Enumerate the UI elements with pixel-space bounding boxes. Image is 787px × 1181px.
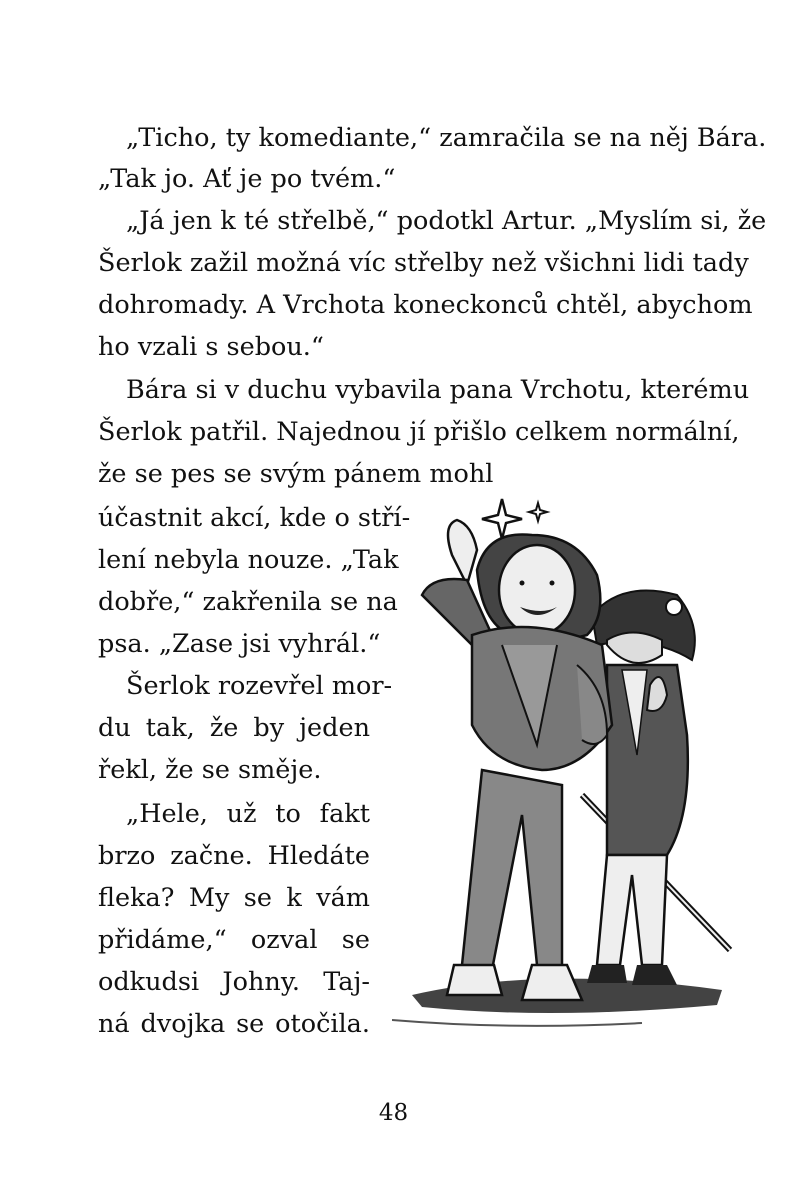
text-line: odkudsi Johny. Taj- <box>98 967 370 997</box>
girl-waving <box>422 520 612 1000</box>
text-line: dohromady. A Vrchota koneckonců chtěl, abychom <box>98 290 753 320</box>
text-line: „Ticho, ty komediante,“ zamračila se na něj Bára. <box>126 123 767 153</box>
text-line: Šerlok rozevřel mor- <box>126 671 393 701</box>
text-line: Šerlok patřil. Najednou jí přišlo celkem normální, <box>98 417 740 447</box>
text-line: „Tak jo. Ať je po tvém.“ <box>98 164 396 194</box>
text-line: Bára si v duchu vybavila pana Vrchotu, kterému <box>126 375 750 405</box>
text-line: fleka? My se k vám <box>98 883 370 913</box>
sparkle-icon <box>482 499 522 539</box>
text-line: Šerlok zažil možná víc střelby než všichni lidi tady <box>98 248 749 278</box>
illustration <box>392 495 737 1080</box>
text-line: du tak, že by jeden <box>98 713 370 743</box>
page-number: 48 <box>378 1100 409 1126</box>
text-line: přidáme,“ ozval se <box>98 925 370 955</box>
text-line: dobře,“ zakřenila se na <box>98 587 398 617</box>
text-line: účastnit akcí, kde o stří- <box>98 503 411 533</box>
text-line: ná dvojka se otočila. <box>98 1009 370 1039</box>
text-line: lení nebyla nouze. „Tak <box>98 545 399 575</box>
sparkle-icon <box>529 503 547 521</box>
text-line: brzo začne. Hledáte <box>98 841 370 871</box>
text-line: psa. „Zase jsi vyhrál.“ <box>98 629 381 659</box>
text-line: ho vzali s sebou.“ <box>98 332 324 362</box>
text-line: „Hele, už to fakt <box>126 799 370 829</box>
text-line: že se pes se svým pánem mohl <box>98 459 494 489</box>
text-line: řekl, že se směje. <box>98 755 322 785</box>
text-line: „Já jen k té střelbě,“ podotkl Artur. „Myslím si, že <box>126 206 767 236</box>
